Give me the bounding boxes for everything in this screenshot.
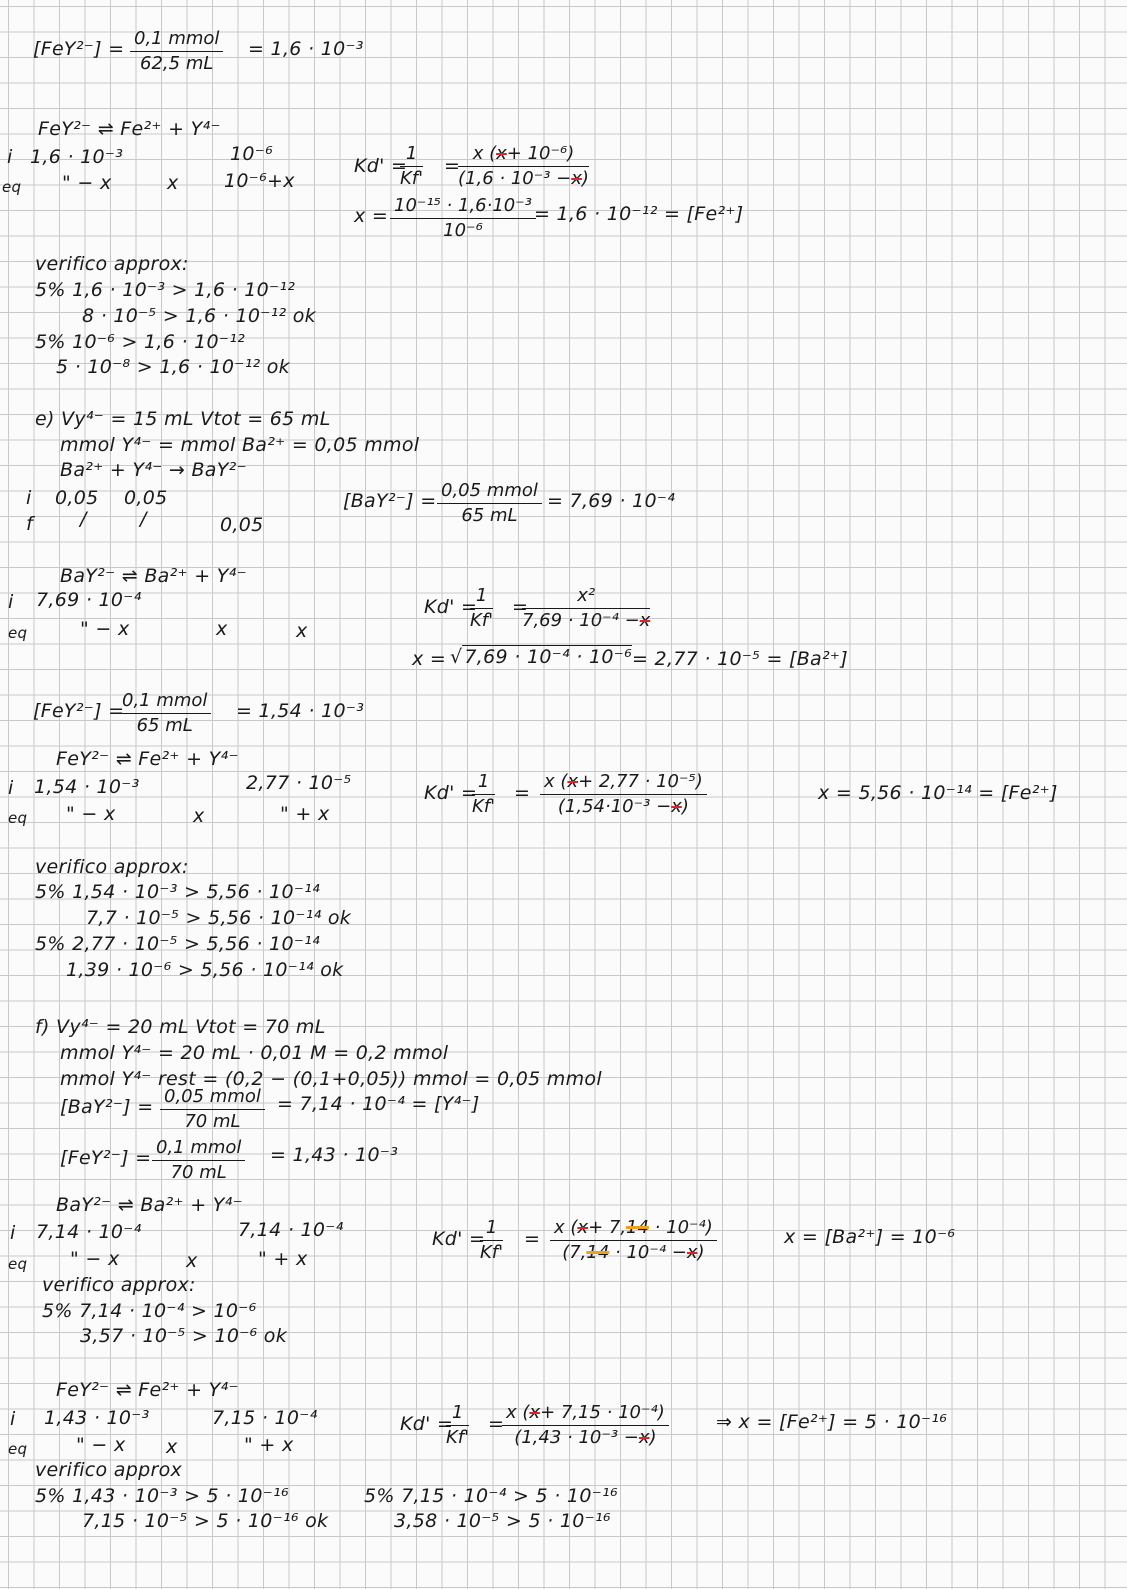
eq-fe: x bbox=[193, 805, 205, 827]
text: ) bbox=[581, 168, 589, 189]
text: x ( bbox=[544, 771, 568, 792]
eq-ba: x bbox=[186, 1250, 198, 1272]
verifica-heading: verifico approx: bbox=[35, 856, 189, 878]
x-result: = 2,77 · 10⁻⁵ = [Ba²⁺] bbox=[632, 648, 848, 670]
text: (1,43 · 10⁻³ − bbox=[514, 1427, 639, 1448]
fraction-numerator: 1 bbox=[446, 1402, 469, 1426]
fraction-numerator: 1 bbox=[480, 1217, 503, 1241]
kd-fraction bbox=[472, 771, 495, 818]
row-label-initial: i bbox=[10, 1408, 16, 1430]
row-label-initial: i bbox=[8, 591, 14, 613]
eq-Y: 10⁻⁶+x bbox=[224, 170, 295, 192]
row-label-initial: i bbox=[26, 487, 32, 509]
equilibrium-equation: BaY²⁻ ⇌ Ba²⁺ + Y⁴⁻ bbox=[56, 1194, 243, 1216]
initial-baY: 7,14 · 10⁻⁴ bbox=[36, 1221, 142, 1243]
mmol-rest-line: mmol Y⁴⁻ rest = (0,2 − (0,1+0,05)) mmol = 0,05 mmol bbox=[60, 1068, 602, 1090]
feY-conc-fraction bbox=[130, 28, 223, 75]
eq-baY: " − x bbox=[80, 618, 130, 640]
fraction-numerator: x² bbox=[522, 585, 650, 609]
x-result: ⇒ x = [Fe²⁺] = 5 · 10⁻¹⁶ bbox=[716, 1411, 948, 1433]
fraction-numerator: 10⁻¹⁵ · 1,6·10⁻³ bbox=[390, 195, 536, 219]
crossed-x: x bbox=[671, 796, 682, 817]
kd-fraction bbox=[470, 585, 493, 632]
kd-label: Kd' = bbox=[400, 1413, 454, 1435]
kd-expression bbox=[540, 771, 707, 818]
crossed-digits: 14 bbox=[626, 1217, 649, 1238]
mmol-line: mmol Y⁴⁻ = mmol Ba²⁺ = 0,05 mmol bbox=[60, 434, 420, 456]
fraction-denominator: 70 mL bbox=[170, 1162, 227, 1183]
equilibrium-equation: FeY²⁻ ⇌ Fe²⁺ + Y⁴⁻ bbox=[56, 748, 239, 770]
fraction-denominator bbox=[458, 167, 589, 190]
x-label: x = bbox=[412, 648, 447, 670]
row-label-eq: eq bbox=[8, 809, 28, 827]
eq-feY: " − x bbox=[76, 1434, 126, 1456]
verifica-line: 5% 10⁻⁶ > 1,6 · 10⁻¹² bbox=[35, 331, 246, 353]
verifica-line: 7,7 · 10⁻⁵ > 5,56 · 10⁻¹⁴ ok bbox=[86, 907, 352, 929]
text: x ( bbox=[472, 143, 497, 164]
baY-conc-fraction bbox=[437, 480, 542, 527]
equilibrium-equation: BaY²⁻ ⇌ Ba²⁺ + Y⁴⁻ bbox=[60, 565, 247, 587]
eq-Y: x bbox=[296, 620, 308, 642]
text: ) bbox=[681, 796, 689, 817]
feY-conc-label: [FeY²⁻] = bbox=[33, 38, 125, 60]
row-label-eq: eq bbox=[8, 624, 28, 642]
fraction-denominator: Kf' bbox=[470, 610, 494, 631]
baY-conc-label: [BaY²⁻] = bbox=[343, 490, 437, 512]
final-Y: / bbox=[140, 508, 147, 530]
row-label-eq: eq bbox=[8, 1440, 28, 1458]
reaction-line: Ba²⁺ + Y⁴⁻ → BaY²⁻ bbox=[60, 459, 247, 481]
eq-Y: " + x bbox=[244, 1434, 294, 1456]
kd-expression bbox=[522, 585, 650, 632]
initial-Y: 0,05 bbox=[124, 487, 168, 509]
fraction-numerator bbox=[550, 1217, 717, 1241]
row-label-eq: eq bbox=[8, 1255, 28, 1273]
text: + 10⁻⁶) bbox=[506, 143, 575, 164]
verifica-line: 7,15 · 10⁻⁵ > 5 · 10⁻¹⁶ ok bbox=[82, 1510, 329, 1532]
fraction-denominator: 62,5 mL bbox=[140, 53, 214, 74]
fraction-denominator bbox=[502, 1426, 669, 1449]
feY-conc-result: = 1,43 · 10⁻³ bbox=[270, 1144, 399, 1166]
feY-conc-fraction bbox=[118, 690, 211, 737]
kd-expression bbox=[550, 1217, 717, 1264]
row-label-initial: i bbox=[7, 146, 13, 168]
eq-baY: " − x bbox=[70, 1248, 120, 1270]
eq-fe: x bbox=[167, 172, 179, 194]
kd-label: Kd' = bbox=[424, 782, 478, 804]
crossed-x: x bbox=[571, 168, 582, 189]
text: · 10⁻⁴ − bbox=[609, 1242, 687, 1263]
kd-fraction bbox=[446, 1402, 469, 1449]
row-label-final: f bbox=[26, 513, 33, 535]
text: + 7, bbox=[588, 1217, 627, 1238]
verifica-heading: verifico approx bbox=[35, 1459, 183, 1481]
x-fraction bbox=[390, 195, 536, 242]
equilibrium-equation: FeY²⁻ ⇌ Fe²⁺ + Y⁴⁻ bbox=[38, 118, 221, 140]
fraction-numerator bbox=[458, 143, 589, 167]
text: x ( bbox=[506, 1402, 530, 1423]
eq-Y: " + x bbox=[258, 1248, 308, 1270]
text: + 2,77 · 10⁻⁵) bbox=[578, 771, 703, 792]
fraction-denominator: Kf' bbox=[400, 168, 424, 189]
equilibrium-equation: FeY²⁻ ⇌ Fe²⁺ + Y⁴⁻ bbox=[56, 1379, 239, 1401]
equals-sign: = bbox=[524, 1228, 541, 1250]
text: (1,54·10⁻³ − bbox=[557, 796, 672, 817]
fraction-numerator bbox=[540, 771, 707, 795]
verifica-line: 5% 1,6 · 10⁻³ > 1,6 · 10⁻¹² bbox=[35, 279, 296, 301]
x-label: x = bbox=[354, 205, 389, 227]
verifica-line: 5% 7,15 · 10⁻⁴ > 5 · 10⁻¹⁶ bbox=[364, 1485, 618, 1507]
row-label-initial: i bbox=[8, 777, 14, 799]
fraction-numerator: 0,1 mmol bbox=[130, 28, 223, 52]
fraction-denominator bbox=[540, 795, 707, 818]
initial-Y: 7,14 · 10⁻⁴ bbox=[238, 1219, 344, 1241]
text: + 7,15 · 10⁻⁴) bbox=[540, 1402, 665, 1423]
feY-conc-result: = 1,6 · 10⁻³ bbox=[248, 38, 364, 60]
crossed-x: x bbox=[639, 610, 651, 631]
initial-Y: 10⁻⁶ bbox=[230, 143, 274, 165]
fraction-numerator: 0,05 mmol bbox=[437, 480, 542, 504]
fraction-numerator: 1 bbox=[472, 771, 495, 795]
equals-sign: = bbox=[444, 155, 461, 177]
row-label-eq: eq bbox=[2, 178, 22, 196]
fraction-denominator bbox=[522, 609, 650, 632]
verifica-line: 5% 1,54 · 10⁻³ > 5,56 · 10⁻¹⁴ bbox=[35, 881, 320, 903]
initial-ba: 0,05 bbox=[55, 487, 99, 509]
crossed-x: x bbox=[496, 143, 507, 164]
equals-sign: = bbox=[514, 782, 531, 804]
final-ba: / bbox=[80, 508, 87, 530]
initial-feY: 1,6 · 10⁻³ bbox=[30, 146, 124, 168]
kd-label: Kd' = bbox=[354, 155, 408, 177]
mmol-line: mmol Y⁴⁻ = 20 mL · 0,01 M = 0,2 mmol bbox=[60, 1042, 449, 1064]
initial-Y: 2,77 · 10⁻⁵ bbox=[246, 772, 352, 794]
equals-sign: = bbox=[488, 1413, 505, 1435]
feY-conc-fraction bbox=[152, 1137, 245, 1184]
text: · 10⁻⁴) bbox=[648, 1217, 713, 1238]
fraction-denominator: 65 mL bbox=[136, 715, 193, 736]
crossed-x: x bbox=[638, 1427, 650, 1448]
crossed-x: x bbox=[577, 1217, 589, 1238]
text: ) bbox=[697, 1242, 705, 1263]
verifica-line: 5% 1,43 · 10⁻³ > 5 · 10⁻¹⁶ bbox=[35, 1485, 289, 1507]
verifica-line: 3,58 · 10⁻⁵ > 5 · 10⁻¹⁶ bbox=[394, 1510, 611, 1532]
verifica-line: 8 · 10⁻⁵ > 1,6 · 10⁻¹² ok bbox=[82, 305, 316, 327]
baY-conc-label: [BaY²⁻] = bbox=[60, 1096, 154, 1118]
fraction-denominator: 70 mL bbox=[184, 1111, 241, 1132]
final-baY: 0,05 bbox=[220, 514, 264, 536]
eq-ba: x bbox=[216, 618, 228, 640]
section-f-header: f) Vy⁴⁻ = 20 mL Vtot = 70 mL bbox=[35, 1016, 326, 1038]
kd-expression bbox=[458, 143, 589, 190]
eq-fe: x bbox=[166, 1436, 178, 1458]
crossed-digits: 14 bbox=[586, 1242, 610, 1263]
x-result: x = [Ba²⁺] = 10⁻⁶ bbox=[784, 1226, 956, 1248]
text: 7,69 · 10⁻⁴ − bbox=[522, 610, 640, 631]
fraction-denominator bbox=[550, 1241, 717, 1264]
fraction-numerator: 0,1 mmol bbox=[118, 690, 211, 714]
x-result: x = 5,56 · 10⁻¹⁴ = [Fe²⁺] bbox=[818, 782, 1058, 804]
eq-feY: " − x bbox=[62, 172, 112, 194]
verifica-heading: verifico approx: bbox=[42, 1274, 196, 1296]
fraction-denominator: Kf' bbox=[446, 1427, 470, 1448]
fraction-numerator: 1 bbox=[470, 585, 493, 609]
equals-sign: = bbox=[512, 596, 529, 618]
eq-feY: " − x bbox=[66, 803, 116, 825]
feY-conc-result: = 1,54 · 10⁻³ bbox=[236, 700, 365, 722]
verifica-line: 5 · 10⁻⁸ > 1,6 · 10⁻¹² ok bbox=[56, 356, 290, 378]
verifica-line: 5% 7,14 · 10⁻⁴ > 10⁻⁶ bbox=[42, 1300, 257, 1322]
initial-Y: 7,15 · 10⁻⁴ bbox=[212, 1407, 318, 1429]
verifica-line: 5% 2,77 · 10⁻⁵ > 5,56 · 10⁻¹⁴ bbox=[35, 933, 320, 955]
verifica-heading: verifico approx: bbox=[35, 253, 189, 275]
fraction-numerator: 0,05 mmol bbox=[160, 1086, 265, 1110]
sqrt-symbol: √ bbox=[450, 646, 463, 668]
text: ) bbox=[649, 1427, 657, 1448]
crossed-x: x bbox=[529, 1402, 541, 1423]
fraction-denominator: 65 mL bbox=[461, 505, 518, 526]
kd-label: Kd' = bbox=[432, 1228, 486, 1250]
text: (7, bbox=[562, 1242, 587, 1263]
section-e-header: e) Vy⁴⁻ = 15 mL Vtot = 65 mL bbox=[35, 408, 331, 430]
fraction-numerator: 1 bbox=[400, 143, 423, 167]
initial-feY: 1,54 · 10⁻³ bbox=[34, 776, 140, 798]
baY-conc-fraction bbox=[160, 1086, 265, 1133]
sqrt-expression bbox=[450, 646, 632, 668]
kd-expression bbox=[502, 1402, 669, 1449]
baY-conc-result: = 7,14 · 10⁻⁴ = [Y⁴⁻] bbox=[277, 1093, 480, 1115]
kd-label: Kd' = bbox=[424, 596, 478, 618]
kd-fraction bbox=[480, 1217, 503, 1264]
fraction-denominator: Kf' bbox=[472, 796, 496, 817]
verifica-line: 1,39 · 10⁻⁶ > 5,56 · 10⁻¹⁴ ok bbox=[66, 959, 344, 981]
feY-conc-label: [FeY²⁻] = bbox=[33, 700, 125, 722]
fraction-denominator: 10⁻⁶ bbox=[443, 220, 483, 241]
feY-conc-label: [FeY²⁻] = bbox=[60, 1147, 152, 1169]
x-result: = 1,6 · 10⁻¹² = [Fe²⁺] bbox=[534, 203, 744, 225]
text: x ( bbox=[554, 1217, 578, 1238]
initial-baY: 7,69 · 10⁻⁴ bbox=[36, 589, 142, 611]
crossed-x: x bbox=[686, 1242, 698, 1263]
radicand: 7,69 · 10⁻⁴ · 10⁻⁶ bbox=[464, 646, 633, 668]
baY-conc-result: = 7,69 · 10⁻⁴ bbox=[547, 490, 676, 512]
crossed-x: x bbox=[567, 771, 579, 792]
kd-fraction bbox=[400, 143, 423, 190]
eq-Y: " + x bbox=[280, 803, 330, 825]
fraction-numerator bbox=[502, 1402, 669, 1426]
text: (1,6 · 10⁻³ − bbox=[458, 168, 572, 189]
fraction-denominator: Kf' bbox=[480, 1242, 504, 1263]
initial-feY: 1,43 · 10⁻³ bbox=[44, 1407, 150, 1429]
fraction-numerator: 0,1 mmol bbox=[152, 1137, 245, 1161]
verifica-line: 3,57 · 10⁻⁵ > 10⁻⁶ ok bbox=[80, 1325, 288, 1347]
row-label-initial: i bbox=[10, 1222, 16, 1244]
